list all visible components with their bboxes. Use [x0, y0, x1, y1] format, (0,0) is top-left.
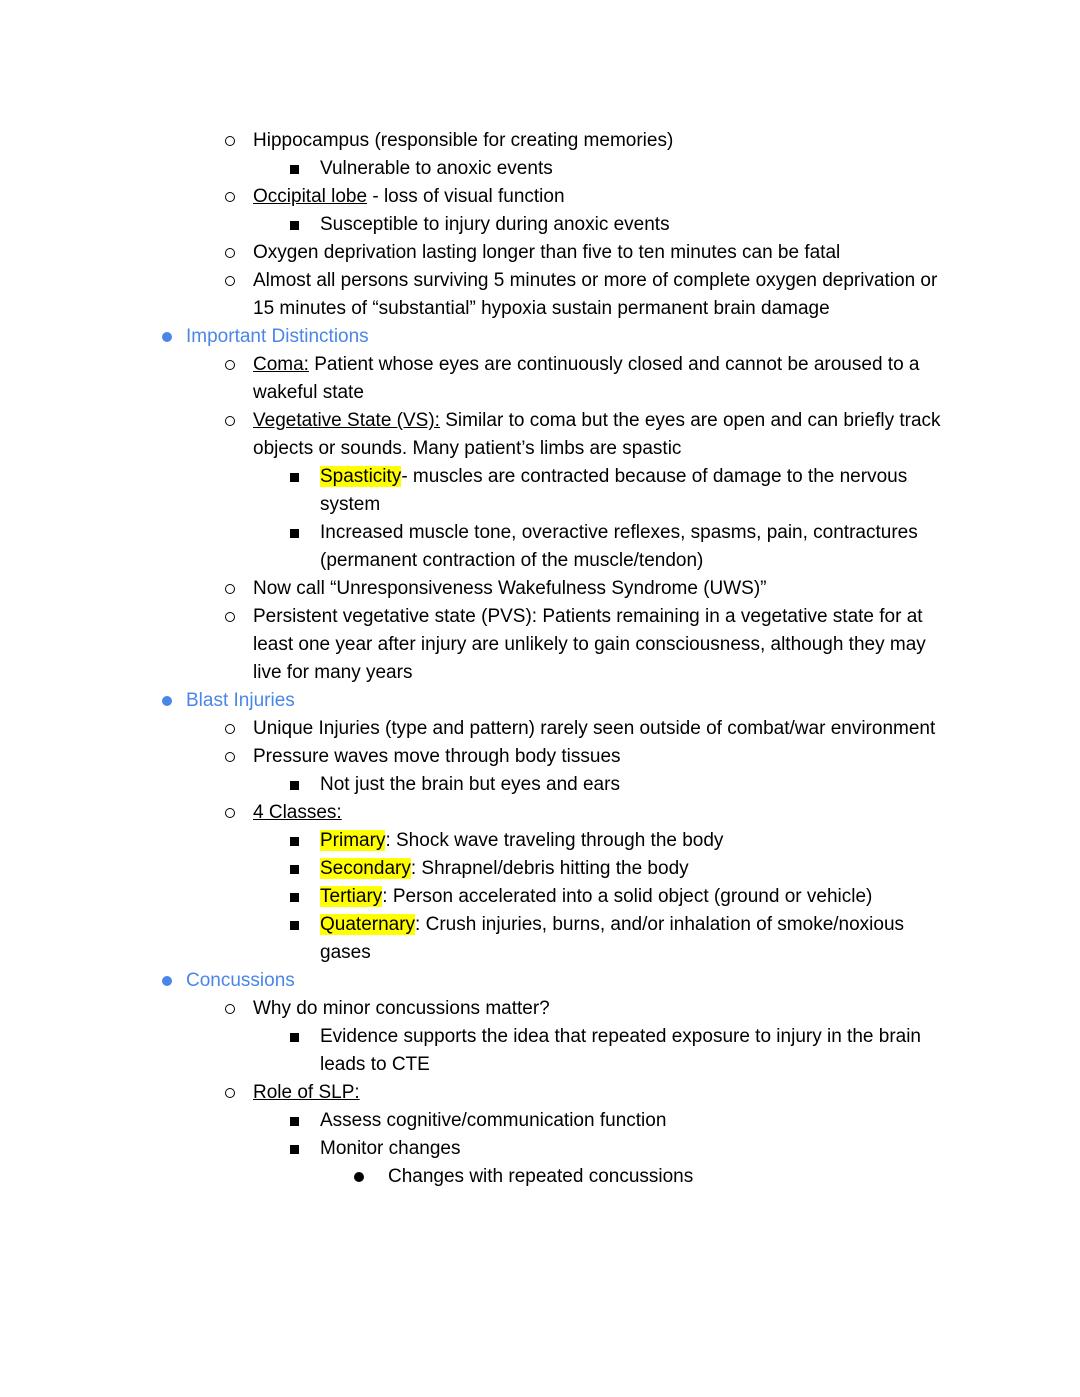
circle-bullet-icon: [225, 1088, 235, 1098]
list-item: [0, 575, 1080, 603]
text-run: Similar to coma but the eyes are open and can briefly track objects or sounds. Many patient’s limbs are spastic: [253, 410, 941, 459]
list-item-text: [320, 211, 950, 239]
list-item-text: [253, 127, 950, 155]
circle-bullet-icon: [225, 1004, 235, 1014]
highlighted-term: Secondary: [320, 858, 411, 879]
text-run: Concussions: [186, 970, 295, 991]
list-item: [0, 995, 1080, 1023]
highlighted-term: Spasticity: [320, 466, 402, 487]
text-run: Almost all persons surviving 5 minutes or more of complete oxygen deprivation or 15 minutes of “substantial” hypoxia sustain permanent brain damage: [253, 270, 938, 319]
list-item: [0, 771, 1080, 799]
list-item-text: [253, 239, 950, 267]
text-run: Now call “Unresponsiveness Wakefulness Syndrome (UWS)”: [253, 578, 767, 599]
section-heading-text: [186, 967, 916, 995]
list-item: [0, 743, 1080, 771]
list-item: [0, 183, 1080, 211]
list-item: [0, 211, 1080, 239]
text-run: Important Distinctions: [186, 326, 369, 347]
circle-bullet-icon: [225, 416, 235, 426]
disc-bullet-icon: [354, 1172, 364, 1182]
list-item: [0, 603, 1080, 687]
highlighted-term: Tertiary: [320, 886, 383, 907]
underlined-term: Occipital lobe: [253, 186, 368, 207]
list-item-text: [253, 267, 950, 323]
square-bullet-icon: [290, 781, 299, 790]
text-run: Unique Injuries (type and pattern) rarely seen outside of combat/war environment: [253, 718, 936, 739]
list-item-text: [253, 407, 950, 463]
list-item: [0, 855, 1080, 883]
list-item-text: [320, 1135, 950, 1163]
list-item: [0, 407, 1080, 463]
section-heading: [0, 323, 1080, 351]
underlined-term: 4 Classes:: [253, 802, 342, 823]
square-bullet-icon: [290, 529, 299, 538]
list-item-text: [320, 855, 950, 883]
disc-bullet-icon: [162, 976, 172, 986]
circle-bullet-icon: [225, 584, 235, 594]
list-item: [0, 267, 1080, 323]
section-heading: [0, 687, 1080, 715]
list-item-text: [253, 743, 950, 771]
disc-bullet-icon: [162, 696, 172, 706]
text-run: Persistent vegetative state (PVS): Patients remaining in a vegetative state for at least one year after injury are unlikely to gain consciousness, although they may live for many years: [253, 606, 926, 683]
list-item: [0, 127, 1080, 155]
list-item-text: [388, 1163, 950, 1191]
text-run: - muscles are contracted because of damage to the nervous system: [320, 466, 908, 515]
list-item-text: [320, 155, 950, 183]
text-run: Increased muscle tone, overactive reflexes, spasms, pain, contractures (permanent contraction of the muscle/tendon): [320, 522, 918, 571]
square-bullet-icon: [290, 1033, 299, 1042]
text-run: Changes with repeated concussions: [388, 1166, 694, 1187]
list-item: [0, 1163, 1080, 1191]
square-bullet-icon: [290, 837, 299, 846]
square-bullet-icon: [290, 865, 299, 874]
text-run: Patient whose eyes are continuously closed and cannot be aroused to a wakeful state: [253, 354, 920, 403]
list-item: [0, 911, 1080, 967]
list-item-text: [253, 183, 950, 211]
list-item-text: [320, 827, 950, 855]
list-item-text: [253, 995, 950, 1023]
list-item: [0, 351, 1080, 407]
circle-bullet-icon: [225, 248, 235, 258]
list-item-text: [253, 575, 950, 603]
underlined-term: Coma:: [253, 354, 309, 375]
text-run: : Crush injuries, burns, and/or inhalation of smoke/noxious gases: [320, 914, 905, 963]
highlighted-term: Quaternary: [320, 914, 416, 935]
square-bullet-icon: [290, 893, 299, 902]
disc-bullet-icon: [162, 332, 172, 342]
text-run: : Shrapnel/debris hitting the body: [410, 858, 689, 879]
list-item: [0, 827, 1080, 855]
circle-bullet-icon: [225, 808, 235, 818]
text-run: : Person accelerated into a solid object (ground or vehicle): [382, 886, 873, 907]
list-item: [0, 155, 1080, 183]
text-run: : Shock wave traveling through the body: [385, 830, 724, 851]
list-item-text: [320, 1107, 950, 1135]
list-item-text: [320, 771, 950, 799]
circle-bullet-icon: [225, 360, 235, 370]
text-run: - loss of visual function: [367, 186, 565, 207]
list-item-text: [320, 1023, 950, 1079]
text-run: Susceptible to injury during anoxic events: [320, 214, 670, 235]
list-item: [0, 883, 1080, 911]
text-run: Blast Injuries: [186, 690, 295, 711]
text-run: Evidence supports the idea that repeated exposure to injury in the brain leads to CTE: [320, 1026, 921, 1075]
underlined-term: Vegetative State (VS):: [253, 410, 440, 431]
square-bullet-icon: [290, 921, 299, 930]
text-run: Monitor changes: [320, 1138, 461, 1159]
square-bullet-icon: [290, 473, 299, 482]
text-run: Pressure waves move through body tissues: [253, 746, 621, 767]
list-item-text: [320, 911, 950, 967]
list-item: [0, 715, 1080, 743]
list-item-text: [320, 883, 950, 911]
circle-bullet-icon: [225, 192, 235, 202]
list-item: [0, 519, 1080, 575]
list-item: [0, 1079, 1080, 1107]
circle-bullet-icon: [225, 724, 235, 734]
list-item-text: [253, 715, 950, 743]
highlighted-term: Primary: [320, 830, 386, 851]
square-bullet-icon: [290, 165, 299, 174]
list-item-text: [253, 799, 950, 827]
list-item-text: [253, 603, 950, 687]
circle-bullet-icon: [225, 612, 235, 622]
text-run: Vulnerable to anoxic events: [320, 158, 553, 179]
text-run: Assess cognitive/communication function: [320, 1110, 667, 1131]
circle-bullet-icon: [225, 752, 235, 762]
circle-bullet-icon: [225, 276, 235, 286]
list-item: [0, 239, 1080, 267]
square-bullet-icon: [290, 1145, 299, 1154]
list-item: [0, 1023, 1080, 1079]
underlined-term: Role of SLP:: [253, 1082, 360, 1103]
list-item-text: [253, 351, 950, 407]
list-item: [0, 799, 1080, 827]
list-item: [0, 1135, 1080, 1163]
section-heading: [0, 967, 1080, 995]
list-item: [0, 1107, 1080, 1135]
section-heading-text: [186, 687, 916, 715]
list-item-text: [253, 1079, 950, 1107]
circle-bullet-icon: [225, 136, 235, 146]
text-run: Hippocampus (responsible for creating memories): [253, 130, 674, 151]
square-bullet-icon: [290, 1117, 299, 1126]
list-item: [0, 463, 1080, 519]
text-run: Not just the brain but eyes and ears: [320, 774, 620, 795]
notes-document: [0, 127, 1080, 1191]
text-run: Oxygen deprivation lasting longer than five to ten minutes can be fatal: [253, 242, 841, 263]
list-item-text: [320, 463, 950, 519]
section-heading-text: [186, 323, 916, 351]
list-item-text: [320, 519, 950, 575]
square-bullet-icon: [290, 221, 299, 230]
text-run: Why do minor concussions matter?: [253, 998, 550, 1019]
